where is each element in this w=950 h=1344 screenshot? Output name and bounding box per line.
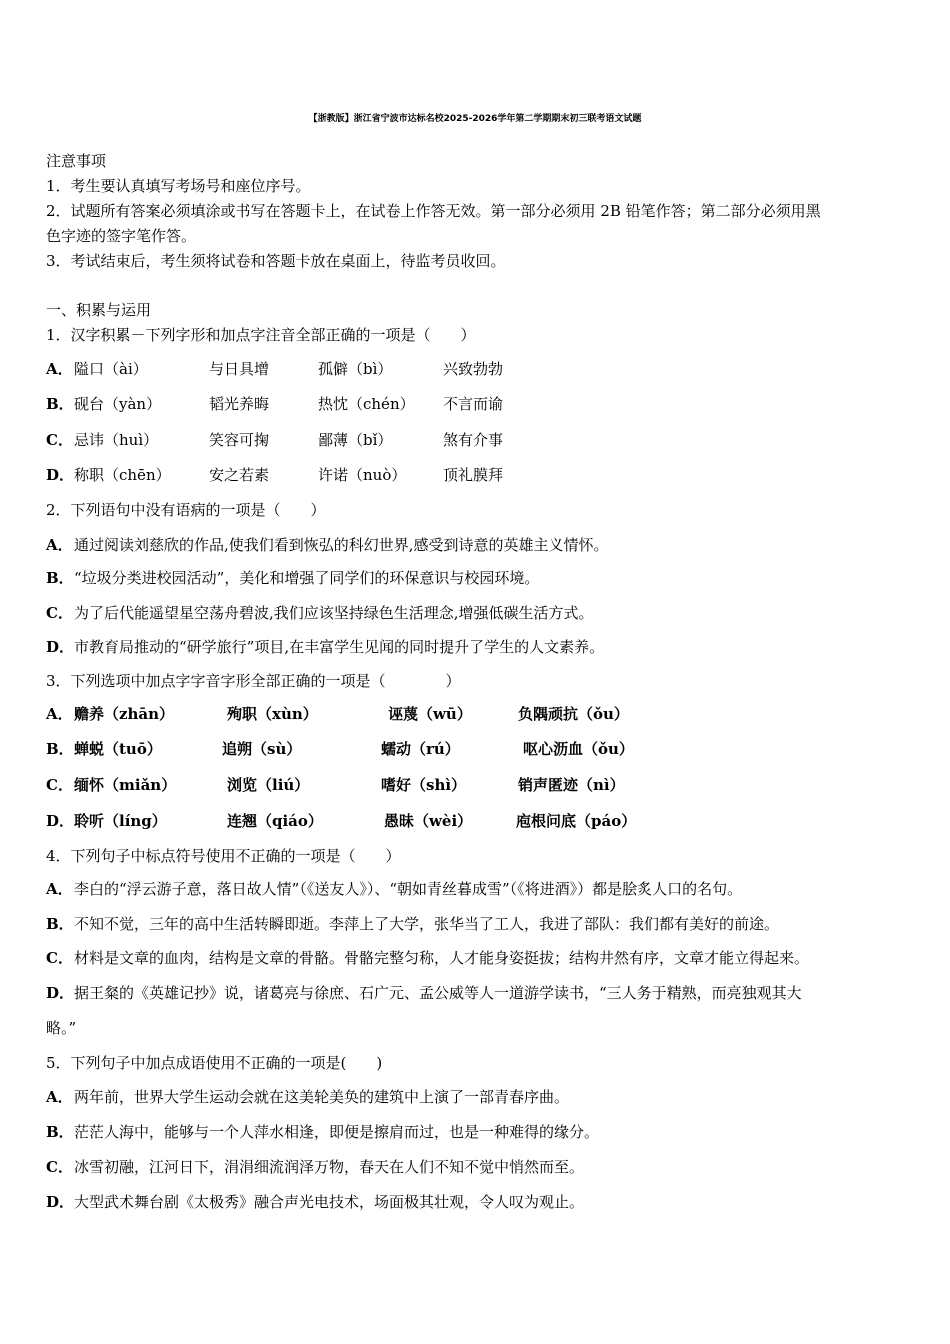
option-cell: 与日具增: [209, 360, 270, 378]
option-text: 李白的“浮云游子意，落日故人情”（《送友人》）、“朝如青丝暮成雪”（《将进酒》）都是脍炙人口的名句。: [74, 880, 743, 898]
option-cell: 蝉蜕（tuō）: [74, 740, 162, 758]
option-text: 不知不觉，三年的高中生活转瞬即逝。李萍上了大学，张华当了工人，我进了部队：我们都有美好的前途。: [74, 915, 780, 933]
q1-stem: 1．汉字积累－下列字形和加点字注音全部正确的一项是（ ）: [46, 326, 476, 344]
notice-item-3: 3．考试结束后，考生须将试卷和答题卡放在桌面上，待监考员收回。: [46, 252, 506, 270]
q2-option-c: [46, 603, 594, 623]
option-cell: 蠕动（rú）: [381, 740, 460, 758]
option-cell: 赡养（zhān）: [74, 705, 175, 723]
option-cell: 顶礼膜拜: [443, 466, 504, 484]
option-cell: 热忱（chén）: [318, 395, 415, 413]
q4-option-c: [46, 948, 809, 968]
option-label: B．: [46, 740, 74, 758]
option-cell: 愚昧（wèi）: [384, 812, 473, 830]
option-label: C．: [46, 604, 73, 622]
option-label: C．: [46, 431, 73, 449]
option-label: D．: [46, 984, 75, 1002]
option-label: D．: [46, 1193, 75, 1211]
q4-option-d-cont: 略。”: [46, 1019, 77, 1037]
option-label: C．: [46, 1158, 73, 1176]
q2-option-d: [46, 637, 604, 657]
option-cell: 隘口（ài）: [74, 360, 148, 378]
option-cell: 连翘（qiáo）: [227, 812, 323, 830]
option-cell: 呕心沥血（ǒu）: [523, 740, 634, 758]
option-cell: 砚台（yàn）: [74, 395, 162, 413]
q5-option-a: [46, 1087, 569, 1107]
option-label: A．: [46, 1088, 73, 1106]
option-cell: 安之若素: [209, 466, 270, 484]
option-label: B．: [46, 1123, 74, 1141]
option-cell: 聆听（líng）: [74, 812, 167, 830]
option-cell: 不言而谕: [443, 395, 504, 413]
option-cell: 笑容可掬: [209, 431, 270, 449]
q3-stem: 3．下列选项中加点字字音字形全部正确的一项是（ ）: [46, 672, 461, 690]
page-title: 【浙教版】浙江省宁波市达标名校2025-2026学年第二学期期末初三联考语文试题: [308, 114, 642, 124]
option-text: 两年前，世界大学生运动会就在这美轮美奂的建筑中上演了一部青春序曲。: [74, 1088, 570, 1106]
option-cell: 殉职（xùn）: [227, 705, 318, 723]
q2-option-a: [46, 535, 609, 555]
q4-option-a: [46, 879, 742, 899]
q2-stem: 2．下列语句中没有语病的一项是（ ）: [46, 501, 326, 519]
option-cell: 许诺（nuò）: [318, 466, 407, 484]
q5-option-c: [46, 1157, 584, 1177]
option-cell: 庖根问底（páo）: [516, 812, 637, 830]
q5-option-b: [46, 1122, 599, 1142]
option-label: A．: [46, 360, 73, 378]
option-text: 茫茫人海中，能够与一个人萍水相逢，即便是擦肩而过，也是一种难得的缘分。: [74, 1123, 600, 1141]
option-text: 市教育局推动的“研学旅行”项目,在丰富学生见闻的同时提升了学生的人文素养。: [74, 638, 605, 656]
option-label: D．: [46, 466, 75, 484]
option-text: “垃圾分类进校园活动”，美化和增强了同学们的环保意识与校园环境。: [74, 569, 540, 587]
notice-item-2-cont: 色字迹的签字笔作答。: [46, 227, 197, 245]
option-cell: 浏览（liú）: [227, 776, 310, 794]
option-text: 通过阅读刘慈欣的作品,使我们看到恢弘的科幻世界,感受到诗意的英雄主义情怀。: [74, 536, 609, 554]
option-cell: 追朔（sù）: [222, 740, 302, 758]
option-label: D．: [46, 638, 75, 656]
option-cell: 诬蔑（wū）: [388, 705, 472, 723]
option-cell: 孤僻（bì）: [318, 360, 393, 378]
option-cell: 鄙薄（bǐ）: [318, 431, 393, 449]
option-cell: 兴致勃勃: [443, 360, 504, 378]
option-cell: 称职（chēn）: [74, 466, 171, 484]
notice-item-2: 2．试题所有答案必须填涂或书写在答题卡上，在试卷上作答无效。第一部分必须用 2B 铅笔作答；第二部分必须用黑: [46, 202, 821, 220]
option-text: 冰雪初融，江河日下，涓涓细流润泽万物，春天在人们不知不觉中悄然而至。: [74, 1158, 585, 1176]
option-label: A．: [46, 705, 73, 723]
option-cell: 缅怀（miǎn）: [74, 776, 177, 794]
q2-option-b: [46, 568, 539, 588]
q5-stem: 5．下列句子中加点成语使用不正确的一项是( ): [46, 1054, 383, 1072]
option-label: D．: [46, 812, 75, 830]
q5-option-d: [46, 1192, 584, 1212]
option-label: A．: [46, 536, 73, 554]
option-label: C．: [46, 949, 73, 967]
q4-option-d: [46, 983, 802, 1003]
option-cell: 煞有介事: [443, 431, 504, 449]
option-label: B．: [46, 915, 74, 933]
option-label: C．: [46, 776, 73, 794]
q4-stem: 4．下列句子中标点符号使用不正确的一项是（ ）: [46, 847, 401, 865]
option-text: 大型武术舞台剧《太极秀》融合声光电技术，场面极其壮观，令人叹为观止。: [74, 1193, 585, 1211]
option-label: A．: [46, 880, 73, 898]
option-cell: 销声匿迹（nì）: [518, 776, 625, 794]
notice-item-1: 1．考生要认真填写考场号和座位序号。: [46, 177, 311, 195]
option-label: B．: [46, 569, 74, 587]
option-cell: 负隅顽抗（ǒu）: [518, 705, 629, 723]
notice-heading: 注意事项: [46, 152, 107, 170]
option-text: 据王粲的《英雄记抄》说，诸葛亮与徐庶、石广元、孟公威等人一道游学读书，“三人务于精熟，而亮独观其大: [74, 984, 802, 1002]
q4-option-b: [46, 914, 779, 934]
section-heading: 一、积累与运用: [46, 301, 152, 319]
option-cell: 韬光养晦: [209, 395, 270, 413]
option-text: 为了后代能遥望星空荡舟碧波,我们应该坚持绿色生活理念,增强低碳生活方式。: [74, 604, 594, 622]
option-cell: 嗜好（shì）: [381, 776, 467, 794]
option-cell: 忌讳（huì）: [74, 431, 159, 449]
option-text: 材料是文章的血肉，结构是文章的骨骼。骨骼完整匀称，人才能身姿挺拔；结构井然有序，文章才能立得起来。: [74, 949, 810, 967]
option-label: B．: [46, 395, 74, 413]
